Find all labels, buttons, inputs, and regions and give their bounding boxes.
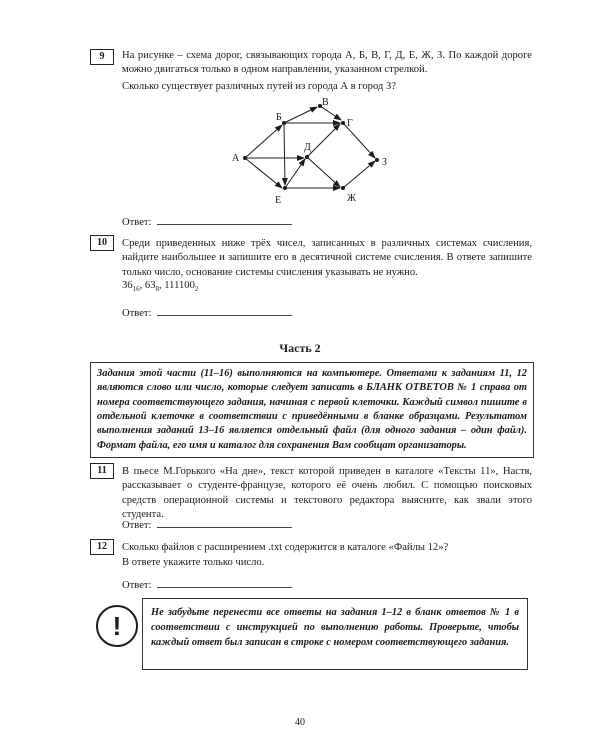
task-10-answer	[122, 306, 292, 321]
task-10-number-2: 63	[144, 280, 156, 291]
task-12-instruction: В ответе укажите только число.	[122, 557, 265, 568]
task-11-answer-label: Ответ:	[122, 520, 152, 531]
node-label-A: А	[232, 153, 240, 164]
task-10-base-3: 2	[194, 285, 199, 294]
task-10-base-2: 8	[155, 285, 159, 294]
edge-A-E	[245, 158, 282, 188]
node-G	[341, 121, 345, 125]
task-10-base-1: 16	[132, 285, 140, 294]
task-9-answer-label: Ответ:	[122, 217, 152, 228]
edge-D-Zh	[307, 157, 340, 187]
node-label-V: В	[322, 97, 329, 108]
task-9-question: Сколько существует различных путей из города А в город З?	[122, 81, 396, 92]
task-12-answer-field[interactable]	[157, 578, 292, 588]
task-10-answer-label: Ответ:	[122, 308, 152, 319]
page-number: 40	[295, 717, 305, 728]
part-2-instructions: Задания этой части (11–16) выполняются на компьютере. Ответами к заданиям 11, 12 являются слово или число, которые следует записать в БЛАНК ОТВЕТОВ № 1 справа от номера соответствующего задания, начиная с первой клеточки. Каждый символ пишите в отдельной клеточке в соответствии с приведёнными в бланке образцами. Результатом выполнения заданий 13–16 является отдельный файл (для одного задания – один файл). Формат файла, его имя и каталог для сохранения Вам сообщат организаторы.	[90, 362, 534, 458]
part-2-title: Часть 2	[279, 341, 321, 355]
task-11-answer-field[interactable]	[157, 518, 292, 528]
edge-A-B	[245, 125, 282, 158]
task-10-number-3: 111100	[164, 280, 195, 291]
task-10-number-1: 36	[122, 280, 133, 291]
node-label-E: Е	[275, 195, 282, 206]
task-12-answer-label: Ответ:	[122, 580, 152, 591]
warning-box: Не забудьте перенести все ответы на задания 1–12 в бланк ответов № 1 в соответствии с инструкцией по выполнению работы. Проверьте, чтобы каждый ответ был записан в строке с номером соответствующего задания.	[142, 598, 528, 670]
task-9-answer-field[interactable]	[157, 215, 292, 225]
edge-V-G	[320, 106, 341, 120]
edge-B-E	[284, 123, 285, 185]
task-10-separator-1: ,	[139, 280, 145, 291]
task-11-text: В пьесе М.Горького «На дне», текст которой приведен в каталоге «Тексты 11», Настя, рассказывает о студенте-французе, которого её очень любил. С помощью поисковых средств операционной системы и текстового редактора выясните, как звали этого студента.	[122, 466, 532, 520]
task-9-text: На рисунке – схема дорог, связывающих города А, Б, В, Г, Д, Е, Ж, З. По каждой дороге можно двигаться только в одном направлении, указанном стрелкой.	[122, 50, 532, 76]
node-Z	[375, 158, 379, 162]
task-10-answer-field[interactable]	[157, 306, 292, 316]
task-9-answer	[122, 215, 292, 230]
task-number-9: 9	[90, 49, 114, 65]
node-A	[243, 156, 247, 160]
node-label-G: Г	[347, 118, 353, 129]
task-10-numbers	[122, 279, 198, 295]
node-B	[282, 121, 286, 125]
node-E	[283, 186, 287, 190]
exclamation-icon: !	[96, 605, 138, 647]
task-12-answer	[122, 578, 292, 593]
node-label-D: Д	[304, 142, 311, 153]
node-Zh	[341, 186, 345, 190]
edge-Zh-Z	[343, 161, 375, 188]
task-12-text: Сколько файлов с расширением .txt содержится в каталоге «Файлы 12»?	[122, 542, 449, 553]
edge-D-G	[307, 124, 340, 157]
task-10-text: Среди приведенных ниже трёх чисел, записанных в различных системах счисления, найдите наибольшее и запишите его в десятичной системе счисления. В ответе запишите только число, основание системы счисления указывать не нужно.	[122, 238, 532, 278]
edge-B-V	[284, 107, 317, 123]
task-number-10: 10	[90, 235, 114, 251]
node-label-Z: З	[382, 157, 388, 168]
task-10-separator-2: ,	[158, 280, 165, 291]
task-number-11: 11	[90, 463, 114, 479]
node-label-B: Б	[276, 112, 282, 123]
edge-E-D	[285, 159, 305, 188]
task-number-12: 12	[90, 539, 114, 555]
task-11-answer	[122, 518, 292, 533]
node-label-Zh: Ж	[347, 193, 356, 204]
road-diagram	[225, 95, 400, 210]
node-D	[305, 155, 309, 159]
